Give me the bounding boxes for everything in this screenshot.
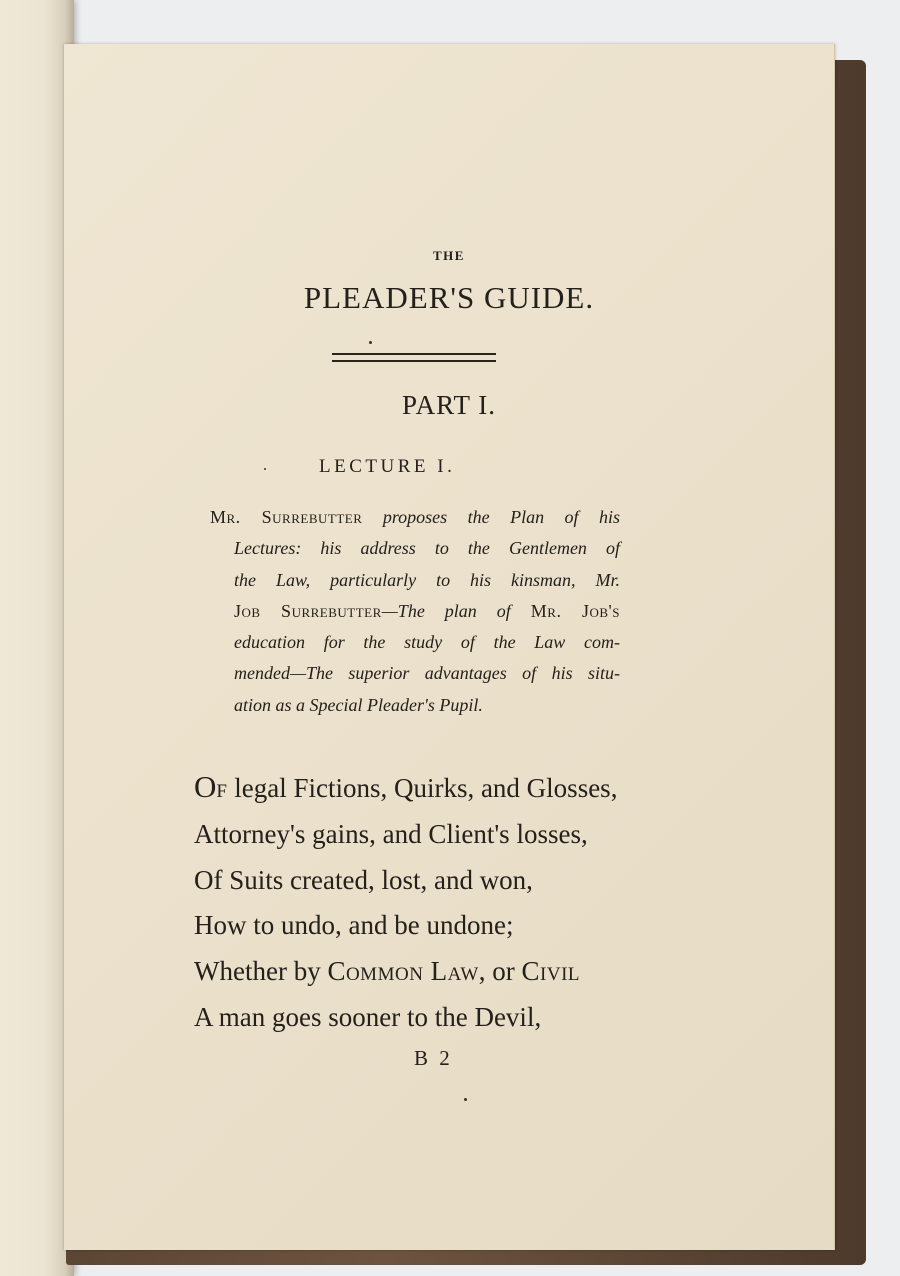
argument-line-5: education for the study of the Law com- [234, 632, 620, 653]
drop-capital: O [194, 769, 217, 804]
ink-speck [264, 468, 266, 470]
verse-line-1: Of legal Fictions, Quirks, and Glosses, [194, 769, 618, 804]
argument-line-7: ation as a Special Pleader's Pupil. [234, 694, 483, 715]
argument-line-3: the Law, particularly to his kinsman, Mr. [234, 569, 620, 590]
lecture-argument [210, 502, 620, 721]
poem-verse [194, 764, 617, 1041]
part-heading: PART I. [402, 390, 496, 420]
verse-line-2: Attorney's gains, and Client's losses, [194, 818, 588, 849]
argument-line-6: mended—The superior advantages of his situ- [234, 663, 620, 684]
ink-speck [369, 341, 372, 344]
header-the: THE [433, 248, 465, 263]
argument-line-4: Job Surrebutter—The plan of Mr. Job's [234, 600, 620, 621]
title-rule [332, 353, 496, 362]
argument-line-1: Mr. Surrebutter proposes the Plan of his [210, 507, 620, 527]
page-title: PLEADER'S GUIDE. [303, 280, 595, 315]
book-page [64, 44, 835, 1250]
facing-page-edge [0, 0, 74, 1276]
verse-line-4: How to undo, and be undone; [194, 910, 514, 941]
argument-line-2: Lectures: his address to the Gentlemen of [234, 538, 620, 559]
verse-line-5: Whether by Common Law, or Civil [194, 956, 581, 987]
signature-mark: B 2 [414, 1046, 453, 1070]
verse-line-3: Of Suits created, lost, and won, [194, 864, 533, 895]
ink-speck [464, 1098, 467, 1101]
lecture-heading: LECTURE I. [319, 456, 456, 477]
verse-line-6: A man goes sooner to the Devil, [194, 1001, 542, 1032]
